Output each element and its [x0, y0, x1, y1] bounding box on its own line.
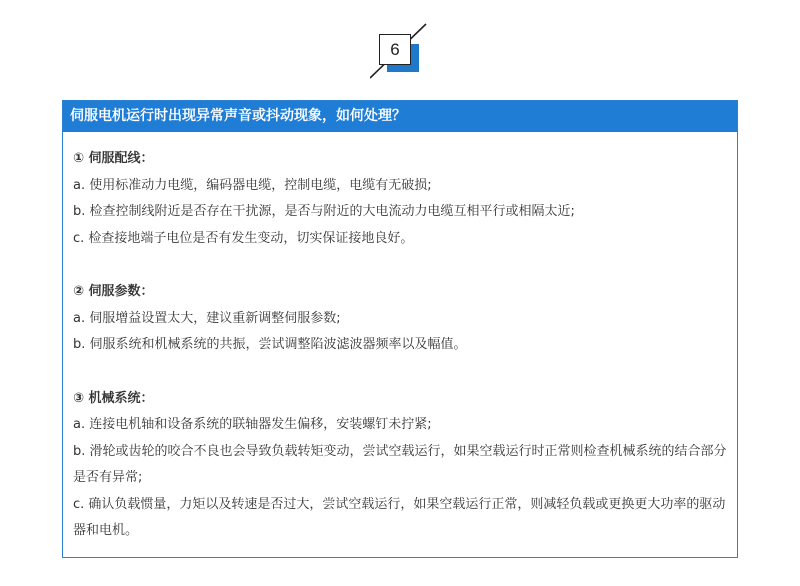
- parameters-item-a: a. 伺服增益设置太大，建议重新调整伺服参数;: [73, 310, 341, 326]
- parameters-item-b: b. 伺服系统和机械系统的共振，尝试调整陷波滤波器频率以及幅值。: [73, 337, 467, 352]
- section-title-parameters: ② 伺服参数：: [73, 284, 154, 299]
- faq-answer-body: [63, 132, 737, 545]
- faq-question-title: 伺服电机运行时出现异常声音或抖动现象，如何处理？: [63, 101, 737, 132]
- section-title-mechanical: ③ 机械系统：: [73, 390, 154, 406]
- faq-card: [62, 100, 738, 558]
- wiring-item-c: c. 检查接地端子电位是否有发生变动，切实保证接地良好。: [73, 230, 414, 246]
- mechanical-item-b: b. 滑轮或齿轮的咬合不良也会导致负载转矩变动，尝试空载运行，如果空载运行时正常则检查机械系统的结合部分是否有异常;: [73, 443, 727, 485]
- number-badge: [370, 22, 430, 80]
- mechanical-item-c: c. 确认负载惯量，力矩以及转速是否过大，尝试空载运行，如果空载运行正常，则减轻负载或更换更大功率的驱动器和电机。: [73, 496, 726, 538]
- wiring-item-a: a. 使用标准动力电缆，编码器电缆，控制电缆，电缆有无破损;: [73, 177, 432, 193]
- wiring-item-b: b. 检查控制线附近是否存在干扰源，是否与附近的大电流动力电缆互相平行或相隔太近;: [73, 204, 575, 219]
- badge-number: 6: [390, 39, 400, 59]
- section-title-wiring: ① 伺服配线：: [73, 151, 154, 166]
- section-spacer: [73, 359, 729, 386]
- badge-number-box: [379, 34, 411, 65]
- section-spacer: [73, 252, 729, 279]
- mechanical-item-a: a. 连接电机轴和设备系统的联轴器发生偏移，安装螺钉未拧紧;: [73, 417, 432, 432]
